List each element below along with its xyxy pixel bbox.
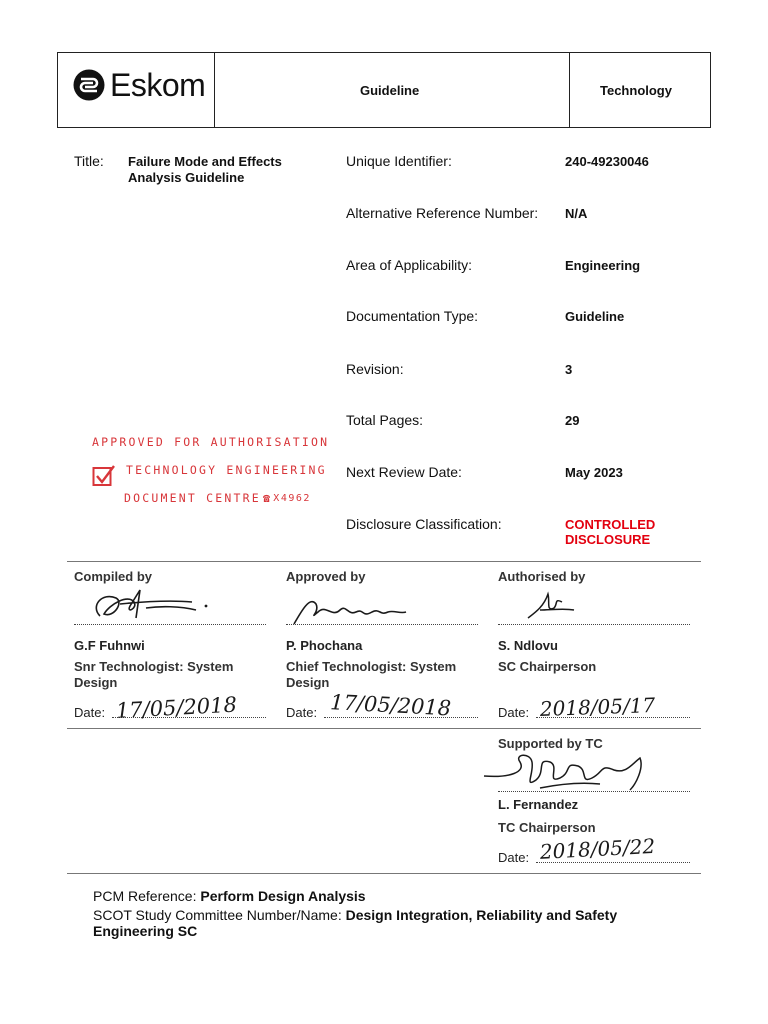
tc-name: L. Fernandez (498, 797, 579, 812)
unique-identifier-value: 240-49230046 (565, 154, 649, 169)
section-rule (67, 873, 701, 874)
signatory-role-line-2: Design (74, 675, 118, 690)
signatory-name: S. Ndlovu (498, 638, 558, 653)
date-label: Date: (286, 705, 318, 720)
applicability-value: Engineering (565, 258, 641, 273)
scot-label: SCOT Study Committee Number/Name: (93, 907, 346, 923)
scot-reference (93, 907, 617, 923)
handwritten-date-compiled (112, 690, 272, 724)
field-label: Total Pages: (346, 412, 424, 428)
stamp-line-3-text: DOCUMENT CENTRE (124, 491, 261, 505)
alt-reference-value: N/A (565, 206, 588, 221)
field-label: Area of Applicability: (346, 257, 473, 273)
field-label: Revision: (346, 361, 404, 377)
date-label: Date: (498, 705, 530, 720)
doc-class: Guideline (360, 83, 420, 98)
pcm-label: PCM Reference: (93, 888, 201, 904)
eskom-logo-icon (72, 68, 106, 102)
signature-compiled (80, 584, 220, 628)
signatory-role-line-2: Design (286, 675, 330, 690)
total-pages-value: 29 (565, 413, 580, 428)
phone-icon: ☎ (262, 491, 273, 505)
stamp-checkbox-icon (92, 464, 116, 488)
section-rule (67, 728, 701, 729)
field-label: Unique Identifier: (346, 153, 452, 169)
stamp-line-2: TECHNOLOGY ENGINEERING (126, 463, 327, 477)
pcm-value: Perform Design Analysis (200, 888, 366, 904)
header-divider (569, 53, 570, 127)
authorised-by-heading: Authorised by (498, 569, 586, 584)
signatory-role-line-1: Snr Technologist: System (74, 659, 234, 674)
title-line-1: Failure Mode and Effects (128, 154, 282, 169)
title-line-2: Analysis Guideline (128, 170, 245, 185)
handwritten-date-approved (326, 688, 486, 722)
date-label: Date: (498, 850, 530, 865)
handwritten-date-supported (536, 832, 696, 866)
signature-line (498, 624, 690, 625)
signature-line (74, 624, 266, 625)
compiled-by-heading: Compiled by (74, 569, 153, 584)
revision-value: 3 (565, 362, 573, 377)
field-label: Documentation Type: (346, 308, 479, 324)
handwritten-date-text: 2018/05/17 (539, 692, 656, 721)
signatory-name: P. Phochana (286, 638, 363, 653)
scot-value-line-2: Engineering SC (93, 923, 198, 939)
signature-authorised (518, 584, 588, 628)
disclosure-value-line-1: CONTROLLED (565, 517, 656, 532)
field-label: Next Review Date: (346, 464, 462, 480)
date-label: Date: (74, 705, 106, 720)
eskom-logo (72, 65, 205, 105)
handwritten-date-authorised (536, 690, 696, 724)
logo-wordmark: Eskom (110, 66, 206, 103)
pcm-reference (93, 888, 366, 904)
disclosure-value-line-2: DISCLOSURE (565, 532, 651, 547)
handwritten-date-text: 17/05/2018 (115, 692, 238, 723)
section-rule (67, 561, 701, 562)
signature-line (498, 791, 690, 792)
stamp-line-3 (124, 491, 311, 505)
title-label: Title: (74, 153, 104, 169)
approved-by-heading: Approved by (286, 569, 366, 584)
stamp-line-1: APPROVED FOR AUTHORISATION (92, 435, 330, 449)
review-date-value: May 2023 (565, 465, 623, 480)
tc-role: TC Chairperson (498, 820, 596, 835)
doc-type-value: Guideline (565, 309, 625, 324)
stamp-extension: X4962 (273, 492, 311, 504)
signature-line (286, 624, 478, 625)
handwritten-date-text: 17/05/2018 (329, 690, 452, 721)
signatory-name: G.F Fuhnwi (74, 638, 145, 653)
division: Technology (600, 83, 672, 98)
signature-supported (480, 744, 670, 804)
field-label: Alternative Reference Number: (346, 205, 539, 221)
handwritten-date-text: 2018/05/22 (539, 833, 656, 864)
supported-by-heading: Supported by TC (498, 736, 603, 751)
header-divider (214, 53, 215, 127)
scot-value-line-1: Design Integration, Reliability and Safety (345, 907, 618, 923)
document-header (57, 52, 711, 128)
field-label: Disclosure Classification: (346, 516, 502, 532)
signatory-role-line-1: Chief Technologist: System (286, 659, 457, 674)
signatory-role-line-1: SC Chairperson (498, 659, 597, 674)
